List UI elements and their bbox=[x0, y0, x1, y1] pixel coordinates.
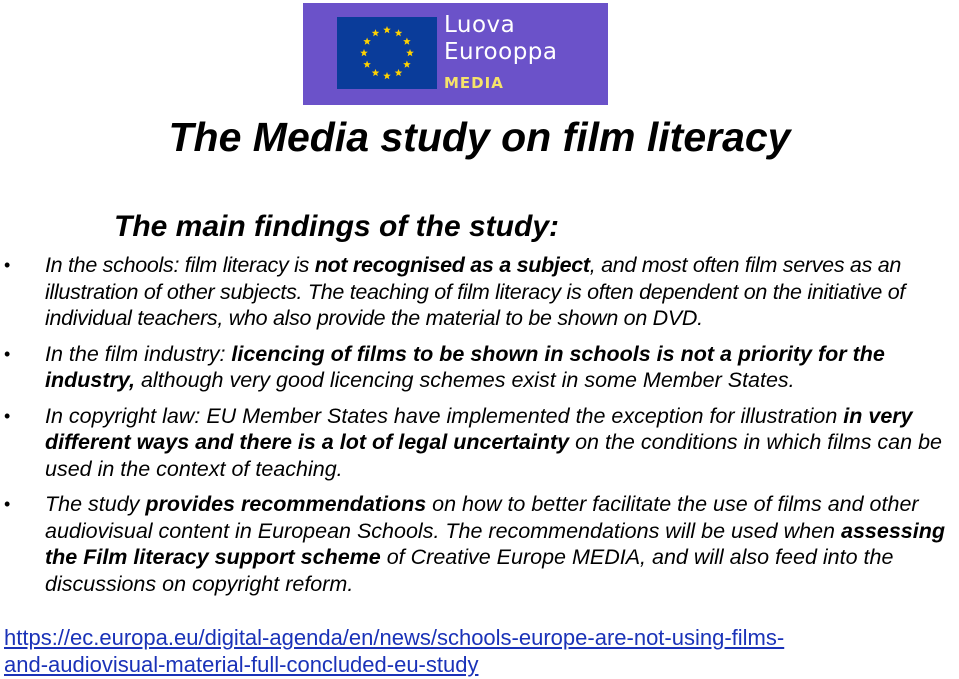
findings-list bbox=[4, 252, 959, 597]
flag-star-icon bbox=[403, 61, 411, 68]
logo-text-eurooppa: Eurooppa bbox=[444, 39, 558, 65]
section-subtitle: The main findings of the study: bbox=[114, 210, 559, 243]
finding-text: The study provides recommendations on how to better facilitate the use of films and other audiovisual content in European Schools. The recommendations will be used when assessing the Film literacy support scheme of Creative Europe MEDIA, and will also feed into the discussions on copyright reform. bbox=[45, 492, 945, 596]
finding-recommendations bbox=[4, 491, 959, 597]
flag-star-icon bbox=[360, 49, 368, 56]
flag-star-icon bbox=[363, 61, 371, 68]
finding-film-industry bbox=[4, 341, 959, 394]
logo-text-media: MEDIA bbox=[444, 74, 504, 92]
flag-star-icon bbox=[383, 26, 391, 33]
study-link[interactable] bbox=[4, 624, 959, 678]
finding-text: In the schools: film literacy is not recognised as a subject, and most often film serves as an illustration of other subjects. The teaching of film literacy is often dependent on the initiative of individual teachers, who also provide the material to be shown on DVD. bbox=[45, 253, 906, 330]
eu-flag-icon bbox=[337, 17, 437, 89]
flag-star-icon bbox=[395, 69, 403, 76]
bullet-icon: • bbox=[4, 405, 11, 426]
finding-schools bbox=[4, 252, 959, 332]
flag-star-icon bbox=[383, 72, 391, 79]
luova-eurooppa-media-logo bbox=[303, 3, 608, 105]
study-link-line2: and-audiovisual-material-full-concluded-eu-study bbox=[4, 652, 479, 677]
finding-text: In copyright law: EU Member States have implemented the exception for illustration in very different ways and there is a lot of legal uncertainty on the conditions in which films can be used in the context of teaching. bbox=[45, 403, 942, 481]
flag-star-icon bbox=[372, 29, 380, 36]
flag-star-icon bbox=[372, 69, 380, 76]
flag-star-icon bbox=[363, 38, 371, 45]
flag-star-icon bbox=[403, 38, 411, 45]
bullet-icon: • bbox=[4, 343, 11, 364]
bullet-icon: • bbox=[4, 494, 11, 514]
bullet-icon: • bbox=[4, 255, 11, 275]
flag-star-icon bbox=[395, 29, 403, 36]
finding-text: In the film industry: licencing of films to be shown in schools is not a priority for the industry, although very good licencing schemes exist in some Member States. bbox=[45, 341, 885, 392]
finding-copyright-law bbox=[4, 403, 959, 483]
logo-text-luova: Luova bbox=[444, 12, 516, 38]
flag-star-icon bbox=[406, 49, 414, 56]
page-title: The Media study on film literacy bbox=[168, 114, 791, 160]
study-link-line1: https://ec.europa.eu/digital-agenda/en/news/schools-europe-are-not-using-films- bbox=[4, 625, 785, 650]
